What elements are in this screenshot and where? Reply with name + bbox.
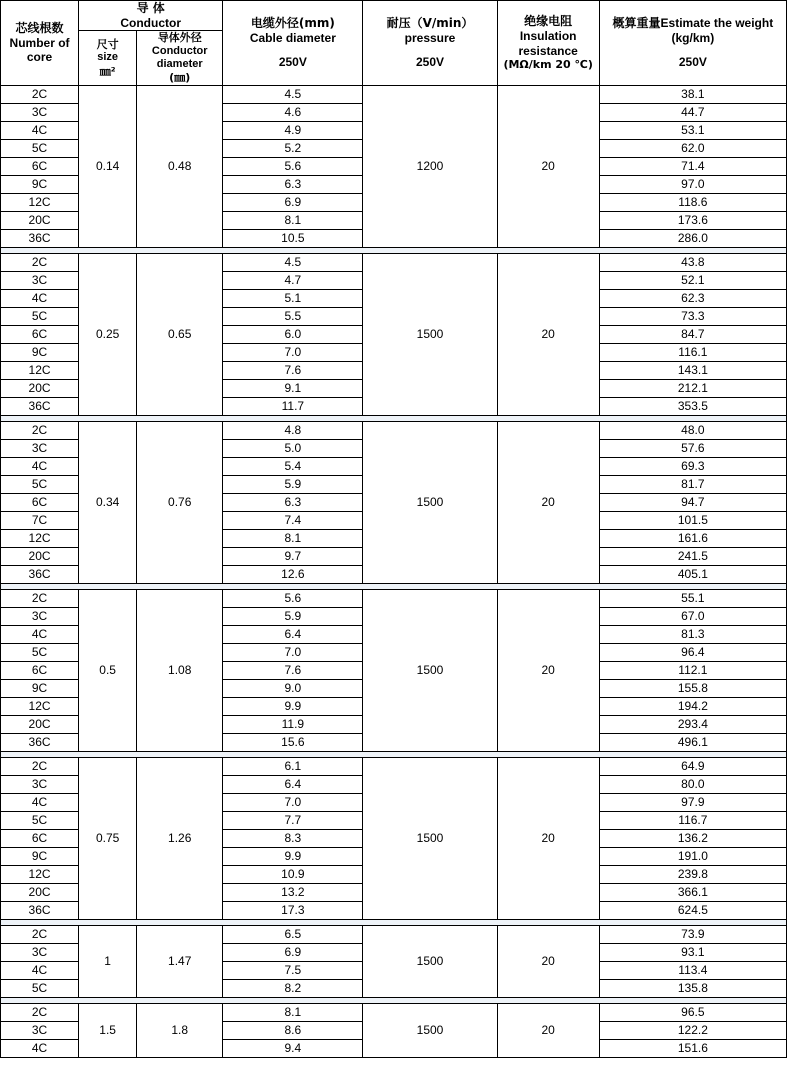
- cell-cable-diameter: 5.6: [223, 589, 363, 607]
- cell-cable-diameter: 6.3: [223, 493, 363, 511]
- header-row-main: [1, 1, 787, 31]
- cell-conductor-diameter: 1.47: [137, 925, 223, 997]
- cell-weight: 293.4: [599, 715, 786, 733]
- cell-weight: 73.3: [599, 307, 786, 325]
- cell-cable-diameter: 5.2: [223, 139, 363, 157]
- header-pressure-cn: 耐压（V/min）: [386, 16, 474, 30]
- cell-number-of-core: 12C: [1, 865, 79, 883]
- cell-cable-diameter: 4.7: [223, 271, 363, 289]
- header-cable-diameter-voltage: 250V: [278, 55, 307, 70]
- cell-weight: 48.0: [599, 421, 786, 439]
- cell-weight: 353.5: [599, 397, 786, 415]
- cell-weight: 151.6: [599, 1039, 786, 1057]
- cell-weight: 71.4: [599, 157, 786, 175]
- cell-number-of-core: 3C: [1, 439, 79, 457]
- cell-number-of-core: 7C: [1, 511, 79, 529]
- cell-number-of-core: 4C: [1, 289, 79, 307]
- cell-number-of-core: 2C: [1, 1003, 79, 1021]
- cell-weight: 496.1: [599, 733, 786, 751]
- cell-number-of-core: 4C: [1, 793, 79, 811]
- cell-weight: 53.1: [599, 121, 786, 139]
- cell-cable-diameter: 5.4: [223, 457, 363, 475]
- cell-insulation-resistance: 20: [497, 925, 599, 997]
- cell-cable-diameter: 4.5: [223, 85, 363, 103]
- cell-cable-diameter: 12.6: [223, 565, 363, 583]
- cell-number-of-core: 20C: [1, 379, 79, 397]
- cell-weight: 62.0: [599, 139, 786, 157]
- cell-weight: 624.5: [599, 901, 786, 919]
- cell-number-of-core: 2C: [1, 253, 79, 271]
- header-weight-voltage: 250V: [678, 55, 707, 70]
- header-number-of-core-cn: 芯线根数: [15, 21, 64, 35]
- header-pressure-voltage: 250V: [416, 55, 445, 70]
- cell-cable-diameter: 6.0: [223, 325, 363, 343]
- header-insulation-en: Insulation resistance: [518, 28, 578, 58]
- cell-insulation-resistance: 20: [497, 757, 599, 919]
- cell-cable-diameter: 5.9: [223, 607, 363, 625]
- cell-cable-diameter: 9.9: [223, 697, 363, 715]
- cell-weight: 38.1: [599, 85, 786, 103]
- header-conductor-diameter-cn: 导体外径: [157, 31, 202, 45]
- cell-cable-diameter: 5.0: [223, 439, 363, 457]
- cell-cable-diameter: 5.5: [223, 307, 363, 325]
- cell-number-of-core: 3C: [1, 775, 79, 793]
- cell-number-of-core: 2C: [1, 757, 79, 775]
- cell-pressure: 1500: [363, 253, 497, 415]
- cell-conductor-diameter: 0.76: [137, 421, 223, 583]
- header-cable-diameter: [223, 1, 363, 86]
- cell-number-of-core: 4C: [1, 457, 79, 475]
- cell-weight: 155.8: [599, 679, 786, 697]
- cell-weight: 101.5: [599, 511, 786, 529]
- cell-number-of-core: 9C: [1, 175, 79, 193]
- cell-cable-diameter: 8.3: [223, 829, 363, 847]
- cell-number-of-core: 36C: [1, 397, 79, 415]
- cell-cable-diameter: 4.9: [223, 121, 363, 139]
- cell-cable-diameter: 15.6: [223, 733, 363, 751]
- cell-weight: 96.5: [599, 1003, 786, 1021]
- cell-weight: 194.2: [599, 697, 786, 715]
- table-row: [1, 589, 787, 607]
- header-conductor-diameter-unit: (㎜): [169, 71, 191, 85]
- cell-conductor-diameter: 0.65: [137, 253, 223, 415]
- header-cable-diameter-cn: 电缆外径(mm): [250, 16, 335, 30]
- table-header: [1, 1, 787, 86]
- cell-conductor-size: 0.5: [79, 589, 137, 751]
- cell-number-of-core: 36C: [1, 733, 79, 751]
- cell-cable-diameter: 10.9: [223, 865, 363, 883]
- cell-weight: 44.7: [599, 103, 786, 121]
- cell-number-of-core: 9C: [1, 679, 79, 697]
- cell-cable-diameter: 6.9: [223, 943, 363, 961]
- header-conductor-cn: 导 体: [136, 1, 165, 15]
- cell-weight: 80.0: [599, 775, 786, 793]
- cell-cable-diameter: 13.2: [223, 883, 363, 901]
- cell-cable-diameter: 5.1: [223, 289, 363, 307]
- cell-number-of-core: 5C: [1, 811, 79, 829]
- cell-cable-diameter: 7.5: [223, 961, 363, 979]
- cell-number-of-core: 4C: [1, 961, 79, 979]
- cell-pressure: 1500: [363, 589, 497, 751]
- cell-weight: 161.6: [599, 529, 786, 547]
- cell-number-of-core: 3C: [1, 943, 79, 961]
- cell-weight: 286.0: [599, 229, 786, 247]
- cell-number-of-core: 36C: [1, 901, 79, 919]
- table-body: [1, 85, 787, 1057]
- cell-number-of-core: 5C: [1, 307, 79, 325]
- cell-insulation-resistance: 20: [497, 1003, 599, 1057]
- cell-cable-diameter: 4.6: [223, 103, 363, 121]
- cell-weight: 116.7: [599, 811, 786, 829]
- cell-number-of-core: 12C: [1, 193, 79, 211]
- cell-weight: 173.6: [599, 211, 786, 229]
- cell-number-of-core: 6C: [1, 493, 79, 511]
- cell-number-of-core: 5C: [1, 139, 79, 157]
- cell-number-of-core: 2C: [1, 85, 79, 103]
- cell-number-of-core: 3C: [1, 607, 79, 625]
- cell-conductor-size: 1: [79, 925, 137, 997]
- cell-weight: 69.3: [599, 457, 786, 475]
- cell-weight: 116.1: [599, 343, 786, 361]
- cell-weight: 136.2: [599, 829, 786, 847]
- cell-cable-diameter: 8.1: [223, 211, 363, 229]
- header-weight: [599, 1, 786, 86]
- cell-pressure: 1500: [363, 757, 497, 919]
- cell-weight: 94.7: [599, 493, 786, 511]
- cell-cable-diameter: 5.6: [223, 157, 363, 175]
- cell-cable-diameter: 10.5: [223, 229, 363, 247]
- cell-cable-diameter: 6.3: [223, 175, 363, 193]
- cell-weight: 143.1: [599, 361, 786, 379]
- cell-cable-diameter: 8.1: [223, 529, 363, 547]
- cell-weight: 97.0: [599, 175, 786, 193]
- header-size-en: size: [97, 51, 119, 64]
- header-pressure: [363, 1, 497, 86]
- cell-conductor-diameter: 1.8: [137, 1003, 223, 1057]
- cell-pressure: 1500: [363, 421, 497, 583]
- cell-number-of-core: 9C: [1, 847, 79, 865]
- cell-weight: 405.1: [599, 565, 786, 583]
- cell-weight: 64.9: [599, 757, 786, 775]
- cell-number-of-core: 20C: [1, 211, 79, 229]
- cell-cable-diameter: 6.5: [223, 925, 363, 943]
- cell-cable-diameter: 6.4: [223, 775, 363, 793]
- cell-number-of-core: 6C: [1, 157, 79, 175]
- cell-cable-diameter: 11.7: [223, 397, 363, 415]
- cell-number-of-core: 4C: [1, 121, 79, 139]
- table-row: [1, 421, 787, 439]
- cell-number-of-core: 6C: [1, 325, 79, 343]
- header-conductor: [79, 1, 223, 31]
- table-row: [1, 85, 787, 103]
- cell-number-of-core: 12C: [1, 529, 79, 547]
- table-row: [1, 253, 787, 271]
- cell-weight: 366.1: [599, 883, 786, 901]
- cell-cable-diameter: 6.4: [223, 625, 363, 643]
- cell-pressure: 1200: [363, 85, 497, 247]
- cell-conductor-size: 0.34: [79, 421, 137, 583]
- cell-cable-diameter: 4.5: [223, 253, 363, 271]
- cell-weight: 135.8: [599, 979, 786, 997]
- cell-number-of-core: 3C: [1, 271, 79, 289]
- cell-insulation-resistance: 20: [497, 421, 599, 583]
- cell-number-of-core: 5C: [1, 643, 79, 661]
- cell-cable-diameter: 9.4: [223, 1039, 363, 1057]
- cell-number-of-core: 3C: [1, 1021, 79, 1039]
- header-cable-diameter-en: Cable diameter: [249, 30, 336, 45]
- cell-weight: 57.6: [599, 439, 786, 457]
- header-conductor-diameter: [137, 31, 223, 86]
- cell-pressure: 1500: [363, 925, 497, 997]
- cell-conductor-diameter: 0.48: [137, 85, 223, 247]
- cell-weight: 241.5: [599, 547, 786, 565]
- cell-cable-diameter: 7.6: [223, 661, 363, 679]
- header-conductor-en: Conductor: [120, 15, 181, 30]
- cell-cable-diameter: 7.6: [223, 361, 363, 379]
- cell-conductor-diameter: 1.08: [137, 589, 223, 751]
- cell-weight: 239.8: [599, 865, 786, 883]
- cell-number-of-core: 2C: [1, 421, 79, 439]
- table-row: [1, 1003, 787, 1021]
- cell-insulation-resistance: 20: [497, 253, 599, 415]
- cell-weight: 112.1: [599, 661, 786, 679]
- cell-number-of-core: 5C: [1, 979, 79, 997]
- cell-number-of-core: 6C: [1, 661, 79, 679]
- cell-number-of-core: 9C: [1, 343, 79, 361]
- cell-cable-diameter: 4.8: [223, 421, 363, 439]
- cell-insulation-resistance: 20: [497, 85, 599, 247]
- cell-pressure: 1500: [363, 1003, 497, 1057]
- cell-weight: 84.7: [599, 325, 786, 343]
- cell-cable-diameter: 9.9: [223, 847, 363, 865]
- cell-cable-diameter: 7.7: [223, 811, 363, 829]
- cell-cable-diameter: 8.1: [223, 1003, 363, 1021]
- cell-number-of-core: 12C: [1, 697, 79, 715]
- header-weight-cn: 概算重量Estimate the weight (kg/km): [612, 16, 774, 45]
- cell-weight: 97.9: [599, 793, 786, 811]
- cell-number-of-core: 36C: [1, 565, 79, 583]
- cell-weight: 81.3: [599, 625, 786, 643]
- cell-cable-diameter: 5.9: [223, 475, 363, 493]
- table-row: [1, 925, 787, 943]
- cell-weight: 73.9: [599, 925, 786, 943]
- cell-conductor-size: 1.5: [79, 1003, 137, 1057]
- header-number-of-core: [1, 1, 79, 86]
- cell-weight: 122.2: [599, 1021, 786, 1039]
- cell-number-of-core: 2C: [1, 589, 79, 607]
- cell-insulation-resistance: 20: [497, 589, 599, 751]
- cell-cable-diameter: 8.2: [223, 979, 363, 997]
- cell-cable-diameter: 9.1: [223, 379, 363, 397]
- cell-cable-diameter: 11.9: [223, 715, 363, 733]
- header-pressure-en: pressure: [404, 30, 456, 45]
- cell-weight: 55.1: [599, 589, 786, 607]
- header-insulation-unit: (MΩ/km 20 ℃): [503, 58, 593, 72]
- cell-cable-diameter: 7.0: [223, 643, 363, 661]
- cell-cable-diameter: 7.4: [223, 511, 363, 529]
- cell-number-of-core: 4C: [1, 1039, 79, 1057]
- cell-weight: 62.3: [599, 289, 786, 307]
- cell-weight: 67.0: [599, 607, 786, 625]
- cell-conductor-size: 0.25: [79, 253, 137, 415]
- cell-cable-diameter: 7.0: [223, 343, 363, 361]
- cell-number-of-core: 36C: [1, 229, 79, 247]
- header-size-unit: ㎜²: [99, 64, 116, 78]
- header-insulation-cn: 绝缘电阻: [524, 14, 573, 29]
- cell-number-of-core: 20C: [1, 547, 79, 565]
- cell-conductor-size: 0.14: [79, 85, 137, 247]
- cell-cable-diameter: 9.7: [223, 547, 363, 565]
- cell-number-of-core: 2C: [1, 925, 79, 943]
- cell-number-of-core: 4C: [1, 625, 79, 643]
- cell-cable-diameter: 8.6: [223, 1021, 363, 1039]
- cell-conductor-diameter: 1.26: [137, 757, 223, 919]
- cell-number-of-core: 3C: [1, 103, 79, 121]
- header-size: [79, 31, 137, 86]
- cell-cable-diameter: 6.1: [223, 757, 363, 775]
- cell-number-of-core: 20C: [1, 715, 79, 733]
- cell-weight: 93.1: [599, 943, 786, 961]
- cell-weight: 212.1: [599, 379, 786, 397]
- header-conductor-diameter-en: Conductor diameter: [151, 44, 208, 71]
- cell-weight: 81.7: [599, 475, 786, 493]
- cell-weight: 52.1: [599, 271, 786, 289]
- cell-cable-diameter: 17.3: [223, 901, 363, 919]
- cell-cable-diameter: 6.9: [223, 193, 363, 211]
- cell-number-of-core: 6C: [1, 829, 79, 847]
- cell-number-of-core: 20C: [1, 883, 79, 901]
- cell-conductor-size: 0.75: [79, 757, 137, 919]
- table-row: [1, 757, 787, 775]
- header-insulation-resistance: [497, 1, 599, 86]
- cell-weight: 113.4: [599, 961, 786, 979]
- cell-number-of-core: 12C: [1, 361, 79, 379]
- cell-weight: 96.4: [599, 643, 786, 661]
- cell-weight: 43.8: [599, 253, 786, 271]
- cell-number-of-core: 5C: [1, 475, 79, 493]
- header-size-cn: 尺寸: [96, 37, 119, 51]
- cell-cable-diameter: 7.0: [223, 793, 363, 811]
- cell-cable-diameter: 9.0: [223, 679, 363, 697]
- cell-weight: 191.0: [599, 847, 786, 865]
- header-number-of-core-en: Number of core: [9, 35, 70, 65]
- cell-weight: 118.6: [599, 193, 786, 211]
